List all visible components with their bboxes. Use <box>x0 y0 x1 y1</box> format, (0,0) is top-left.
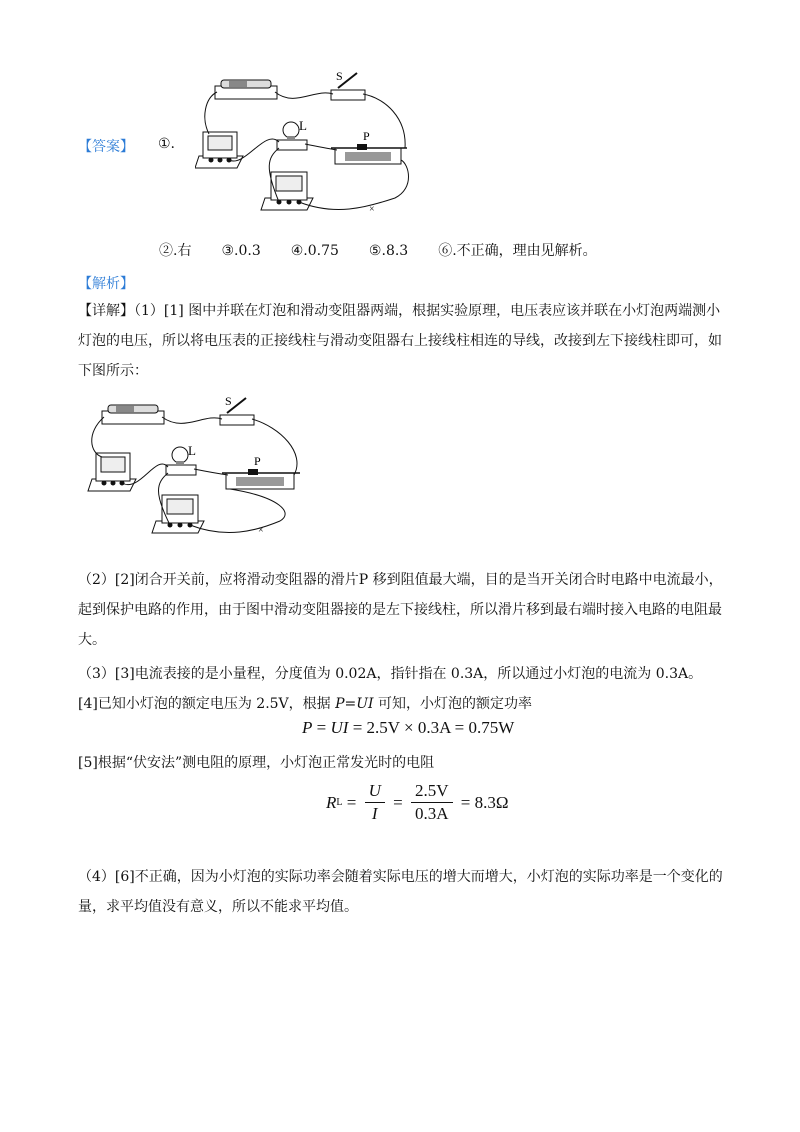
lamp-label: L <box>299 118 307 133</box>
detail-paragraph-4: [4]已知小灯泡的额定电压为 2.5V，根据 P=UI 可知，小灯泡的额定功率 <box>78 696 533 712</box>
detail-paragraph-2: （2）[2]闭合开关前，应将滑动变阻器的滑片P 移到阻值最大端，目的是当开关闭合时电路中电流最小， 起到保护电路的作用，由于图中滑动变阻器接的是左下接线柱，所以滑片移到最右端时接入电路的电阻最 大。 <box>78 572 723 648</box>
lamp <box>166 443 196 475</box>
answer-items-row <box>159 236 597 266</box>
ammeter <box>88 453 136 491</box>
equation-resistance: R L = $\frac{U}{I}$ = $\frac{2.5V}{0.3A}$ = 8.3Ω <box>326 781 509 823</box>
lamp-label-2: L <box>188 443 196 458</box>
slider-label-2: P <box>254 454 261 468</box>
lamp <box>277 118 307 150</box>
answer-item-5: ⑤.8.3 <box>368 243 409 259</box>
answer-item-6: ⑥.不正确，理由见解析。 <box>438 243 597 259</box>
analysis-tag: 【解析】 <box>78 276 134 292</box>
svg-text:×: × <box>258 525 264 536</box>
switch <box>331 69 365 100</box>
slider-label: P <box>363 129 370 143</box>
answer-item-2: ②.右 <box>159 243 192 259</box>
answer-item-1-label: ①. <box>158 136 176 152</box>
rheostat <box>222 454 300 489</box>
circuit-diagram-answer <box>195 68 420 218</box>
answer-tag: 【答案】 <box>78 139 134 155</box>
battery-box <box>102 405 164 424</box>
circuit-diagram-corrected <box>80 393 320 543</box>
switch-label: S <box>336 69 343 83</box>
answer-item-4: ④.0.75 <box>290 243 339 259</box>
switch-label-2: S <box>225 394 232 408</box>
ammeter <box>195 132 243 168</box>
detail-paragraph-5: [5]根据“伏安法”测电阻的原理，小灯泡正常发光时的电阻 <box>78 755 435 771</box>
svg-text:×: × <box>369 204 375 215</box>
switch <box>220 394 254 425</box>
detail-paragraph-1: 【详解】（1）[1] 图中并联在灯泡和滑动变阻器两端，根据实验原理，电压表应该并联在小灯泡两端测小 灯泡的电压，所以将电压表的正接线柱与滑动变阻器右上接线柱相连的导线，改接到左下接线柱即可，如 下图所示： <box>78 303 722 379</box>
fraction-u-over-i: $\frac{U}{I}$ <box>365 780 385 825</box>
rheostat <box>331 129 407 164</box>
fraction-values: $\frac{2.5V}{0.3A}$ <box>411 780 453 825</box>
detail-paragraph-6: （4）[6]不正确，因为小灯泡的实际功率会随着实际电压的增大而增大，小灯泡的实际功率是一个变化的 量，求平均值没有意义，所以不能求平均值。 <box>78 869 723 915</box>
battery-box <box>215 80 277 99</box>
detail-paragraph-3: （3）[3]电流表接的是小量程，分度值为 0.02A，指针指在 0.3A，所以通过小灯泡的电流为 0.3A。 <box>78 666 703 682</box>
answer-item-3: ③.0.3 <box>221 243 261 259</box>
equation-power: P = UI = 2.5V × 0.3A = 0.75W <box>302 718 515 737</box>
